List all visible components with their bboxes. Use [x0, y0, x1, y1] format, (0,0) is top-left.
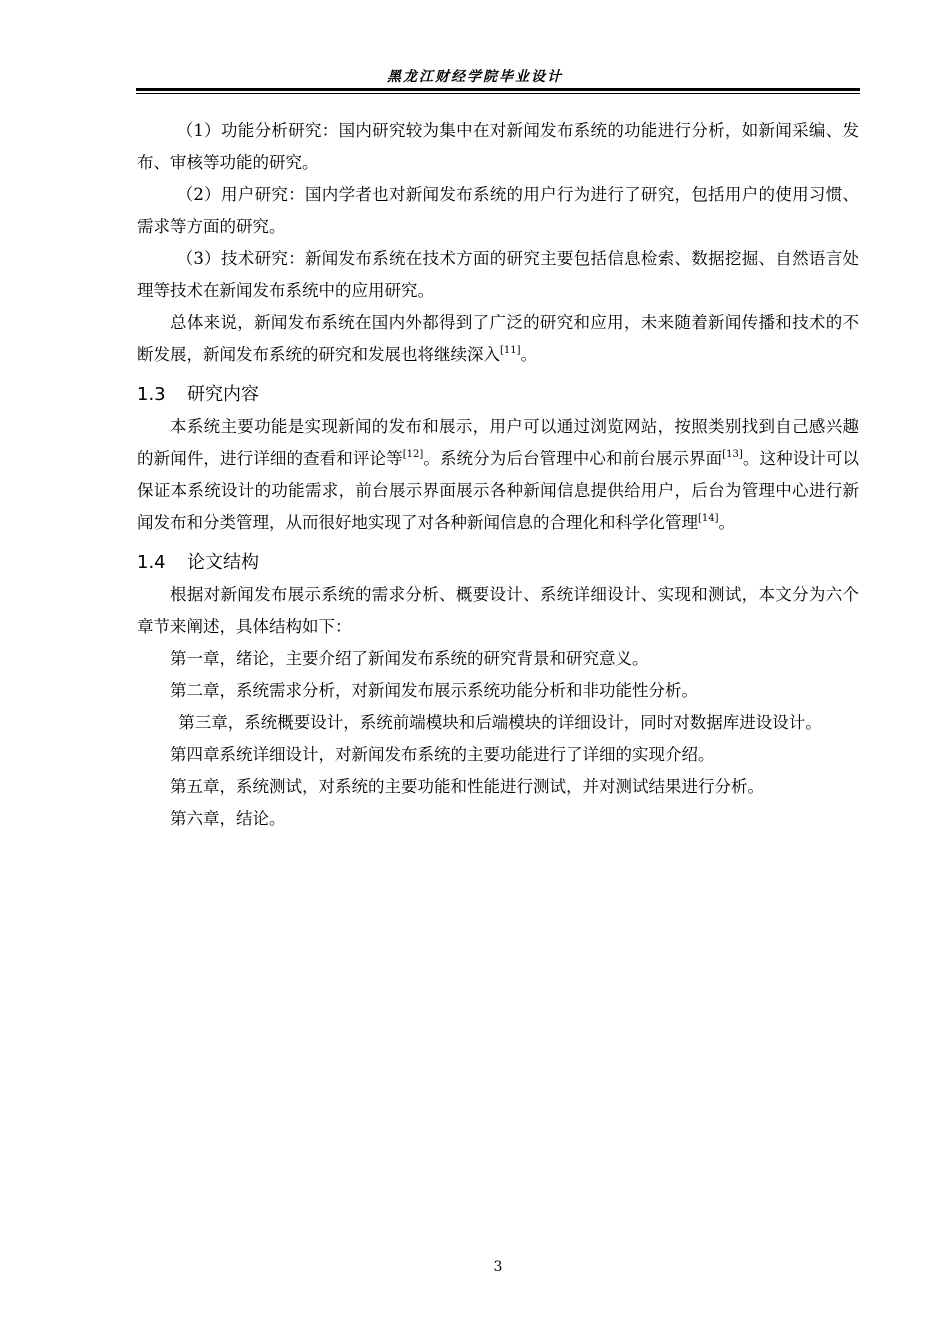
section-title-1-4: 论文结构 — [187, 552, 259, 573]
chapter-item-1: 第一章，绪论，主要介绍了新闻发布系统的研究背景和研究意义。 — [170, 649, 649, 668]
section-number-1-3: 1.3 — [137, 384, 166, 405]
section-heading-1-3 — [137, 379, 859, 411]
paragraph-summary — [137, 307, 859, 371]
paragraph-function-research: （1）功能分析研究：国内研究较为集中在对新闻发布系统的功能进行分析，如新闻采编、发布、审核等功能的研究。 — [137, 121, 859, 172]
citation-14: [14] — [698, 513, 719, 524]
paragraph-structure-intro: 根据对新闻发布展示系统的需求分析、概要设计、系统详细设计、实现和测试，本文分为六个章节来阐述，具体结构如下： — [137, 585, 859, 636]
page-number: 3 — [493, 1259, 503, 1275]
summary-end: 。 — [520, 345, 538, 364]
header-rule-thin — [136, 93, 860, 94]
chapter-item-6: 第六章，结论。 — [170, 809, 286, 828]
running-header-title: 黑龙江财经学院毕业设计 — [387, 69, 563, 85]
header-rule-thick — [136, 88, 860, 91]
paragraph-research-content — [137, 411, 859, 539]
research-content-part-c: 。这种设计可以保证本系统设计的功能需求，前台展示界面展示各种新闻信息提供给用户，后台为管理中心进行新闻发布和分类管理，从而很好地实现了对各种新闻信息的合理化和科学化管理 — [137, 449, 860, 532]
section-heading-1-4 — [137, 547, 859, 579]
research-content-part-d: 。 — [718, 513, 736, 532]
citation-11: [11] — [500, 345, 521, 356]
paragraph-user-research: （2）用户研究：国内学者也对新闻发布系统的用户行为进行了研究，包括用户的使用习惯、需求等方面的研究。 — [137, 185, 859, 236]
section-title-1-3: 研究内容 — [187, 384, 259, 405]
citation-13: [13] — [722, 449, 743, 460]
page-body — [137, 115, 859, 835]
research-content-part-b: 。系统分为后台管理中心和前台展示界面 — [423, 449, 723, 468]
chapter-item-5: 第五章，系统测试，对系统的主要功能和性能进行测试，并对测试结果进行分析。 — [170, 777, 764, 796]
chapter-item-4: 第四章系统详细设计，对新闻发布系统的主要功能进行了详细的实现介绍。 — [170, 745, 715, 764]
summary-text: 总体来说，新闻发布系统在国内外都得到了广泛的研究和应用，未来随着新闻传播和技术的不断发展，新闻发布系统的研究和发展也将继续深入 — [137, 313, 859, 364]
chapter-item-3: 第三章，系统概要设计，系统前端模块和后端模块的详细设计，同时对数据库进设设计。 — [178, 713, 822, 732]
paragraph-tech-research: （3）技术研究：新闻发布系统在技术方面的研究主要包括信息检索、数据挖掘、自然语言处理等技术在新闻发布系统中的应用研究。 — [137, 249, 859, 300]
citation-12: [12] — [402, 449, 424, 460]
chapter-item-2: 第二章，系统需求分析，对新闻发布展示系统功能分析和非功能性分析。 — [170, 681, 698, 700]
section-number-1-4: 1.4 — [137, 552, 166, 573]
research-content-part-a: 本系统主要功能是实现新闻的发布和展示，用户可以通过浏览网站，按照类别找到自己感兴趣的新闻件，进行详细的查看和评论等 — [137, 417, 859, 468]
